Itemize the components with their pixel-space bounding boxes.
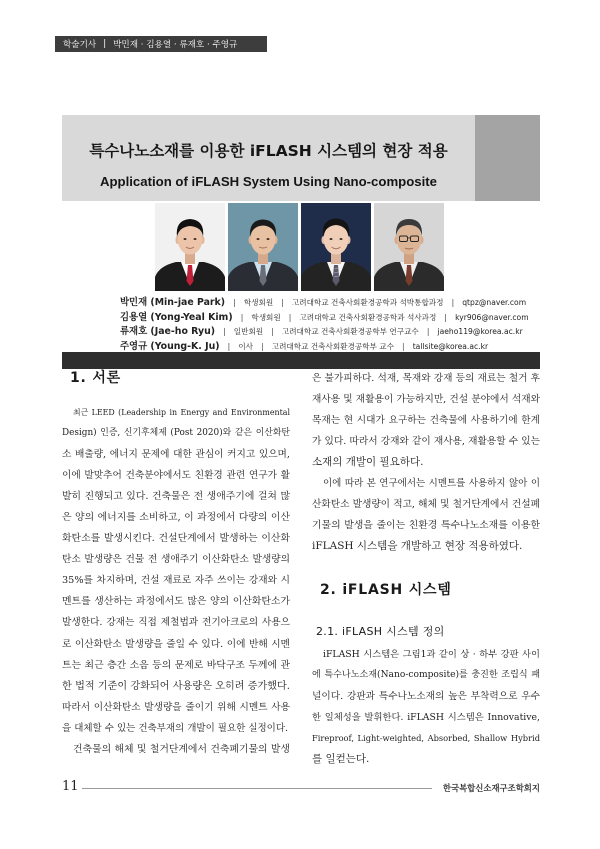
portrait-image [228, 203, 298, 291]
body-text-line: Fireproof, Light-weighted, Absorbed, Shallow Hybrid [312, 732, 540, 743]
author-line [120, 293, 540, 308]
author-email: qtpz@naver.com [462, 298, 527, 307]
author-list [120, 293, 540, 351]
portrait-image [155, 203, 225, 291]
author-line [120, 308, 540, 323]
author-affiliation: 고려대학교 건축사회환경공학부 교수 [271, 341, 394, 351]
author-name: 김용열 (Yong-Yeal Kim) [120, 311, 233, 322]
separator: | [271, 327, 274, 336]
author-membership: 학생회원 [243, 298, 274, 307]
body-text-line: 발히 진행되고 있다. 건축물은 전 생애주기에 걸쳐 많 [62, 490, 290, 502]
separator: | [223, 327, 226, 336]
author-line [120, 322, 540, 337]
body-text-line: 은 불가피하다. 석재, 목재와 강재 등의 재료는 철거 후 [312, 372, 540, 384]
separator: | [240, 312, 244, 322]
body-text-line: Design) 인증, 신기후체제 (Post 2020)와 같은 이산화탄 [62, 427, 290, 438]
author-photo-kim [228, 203, 298, 291]
separator: | [227, 341, 231, 351]
page-number: 11 [62, 779, 79, 794]
body-text-line: 기물의 발생을 줄이는 친환경 특수나노소재를 이용한 [312, 520, 540, 532]
author-affiliation: 고려대학교 건축사회환경공학과 석박통합과정 [291, 298, 444, 307]
footer-rule [82, 788, 432, 789]
body-text-line: 에 특수나노소재(Nano-composite)를 충진한 조립식 패 [312, 669, 540, 680]
body-text-line: 로 이산화탄소 발생량을 줄일 수 있다. 이에 반해 시멘 [62, 638, 290, 650]
article-category: 학술기사 [63, 40, 97, 50]
body-text-line: 최근 LEED (Leadership in Energy and Environmental [73, 407, 290, 417]
body-text-line: 발생한다. 강재는 직접 제철법과 전기아크로의 사용으 [62, 617, 290, 629]
separator: | [402, 341, 405, 351]
running-header [55, 36, 267, 52]
body-text-line: 트는 최근 층간 소음 등의 문제로 바닥구조 두께에 관 [62, 659, 290, 671]
title-block-accent [475, 115, 540, 201]
separator: | [444, 312, 447, 322]
subsection-heading-iflash-definition: 2.1. iFLASH 시스템 정의 [316, 625, 445, 638]
body-text-line: 건축물의 해체 및 철거단계에서 건축폐기물의 발생 [73, 744, 290, 755]
portrait-image [301, 203, 371, 291]
author-photo-ryu [301, 203, 371, 291]
section-heading-introduction: 1. 서론 [70, 370, 121, 386]
body-text-line: 가 있다. 따라서 강재와 같이 재사용, 재활용할 수 있는 [312, 435, 540, 447]
body-text-line: 화탄소를 발생시킨다. 건설단계에서 발생하는 이산화 [62, 533, 290, 545]
body-text-line: 을 대체할 수 있는 건축부재의 개발이 필요한 실정이다. [62, 722, 289, 734]
body-text-line: 목재는 현 시대가 요구하는 건축물에 사용하기에 한계 [312, 414, 540, 426]
author-photo-park [155, 203, 225, 291]
body-text-line: 은 양의 에너지를 소비하고, 이 과정에서 다량의 이산 [62, 511, 290, 523]
body-text-line: 널이다. 강판과 특수나노소재의 높은 부착력으로 우수 [312, 690, 540, 702]
author-email: jaeho119@korea.ac.kr [437, 327, 523, 336]
header-authors: 박민재 · 김용열 · 류재호 · 주영규 [113, 40, 238, 50]
author-line [120, 337, 540, 352]
author-email: kyr906@naver.com [455, 312, 529, 322]
body-text-line: iFLASH 시스템을 개발하고 현장 적용하였다. [312, 540, 523, 553]
body-text-line: 재사용 및 재활용이 가능하지만, 건설 분야에서 석재와 [312, 393, 540, 405]
author-email: tallsite@korea.ac.kr [412, 341, 489, 351]
body-text-line: 멘트를 생산하는 과정에서도 많은 양의 이산화탄소가 [62, 596, 290, 608]
section-heading-iflash-system: 2. iFLASH 시스템 [320, 582, 452, 598]
left-column-text [62, 402, 290, 761]
right-column-text-bottom [312, 644, 540, 771]
separator: | [426, 327, 430, 336]
article-title-english: Application of iFLASH System Using Nano-composite [99, 174, 438, 189]
body-text-line: 한 일체성을 발휘한다. iFLASH 시스템은 Innovative, [312, 711, 540, 723]
body-text-line: 35%를 차지하며, 건설 재료로 자주 쓰이는 강재와 시 [62, 575, 290, 587]
author-name: 류재호 (Jae-ho Ryu) [120, 326, 216, 337]
article-title-korean: 특수나노소재를 이용한 iFLASH 시스템의 현장 적용 [89, 142, 448, 160]
body-text-line: 이에 따라 본 연구에서는 시멘트를 사용하지 않아 이 [323, 477, 540, 489]
header-divider: | [103, 39, 107, 49]
right-column-text-top [312, 368, 540, 558]
author-membership: 학생회원 [251, 312, 281, 322]
author-affiliation: 고려대학교 건축사회환경공학과 석사과정 [299, 312, 437, 322]
journal-name: 한국복합신소재구조학회지 [442, 783, 540, 793]
portrait-image [374, 203, 444, 291]
body-text-line: 이에 발맞추어 건축분야에서도 친환경 관련 연구가 활 [62, 469, 290, 481]
body-text-line: 한 법적 기준이 강화되어 사용량은 오히려 증가했다. [62, 680, 290, 692]
author-membership: 이사 [238, 341, 253, 351]
separator: | [281, 298, 284, 307]
author-name: 박민재 (Min-jae Park) [120, 297, 226, 308]
author-name: 주영규 (Young-K. Ju) [120, 340, 220, 351]
body-text-line: iFLASH 시스템은 그림1과 같이 상 · 하부 강판 사이 [323, 648, 540, 660]
body-text-line: 따라서 이산화탄소 발생량을 줄이기 위해 시멘트 사용 [62, 701, 290, 713]
separator: | [261, 341, 264, 351]
separator: | [288, 312, 292, 322]
body-text-line: 소 배출량, 에너지 문제에 대한 관심이 커지고 있으며, [62, 448, 290, 460]
author-photo-ju [374, 203, 444, 291]
body-text-line: 산화탄소 발생량이 적고, 해체 및 철거단계에서 건설폐 [312, 499, 540, 511]
body-text-line: 탄소 발생량은 건물 전 생애주기 이산화탄소 발생량의 [62, 554, 290, 566]
body-text-line: 를 일컫는다. [312, 752, 370, 765]
separator: | [233, 298, 236, 307]
body-text-line: 소재의 개발이 필요하다. [312, 455, 424, 468]
title-block-footer-bar [62, 352, 540, 369]
author-affiliation: 고려대학교 건축사회환경공학부 연구교수 [281, 327, 419, 336]
separator: | [451, 298, 455, 307]
author-membership: 일반회원 [233, 327, 264, 336]
